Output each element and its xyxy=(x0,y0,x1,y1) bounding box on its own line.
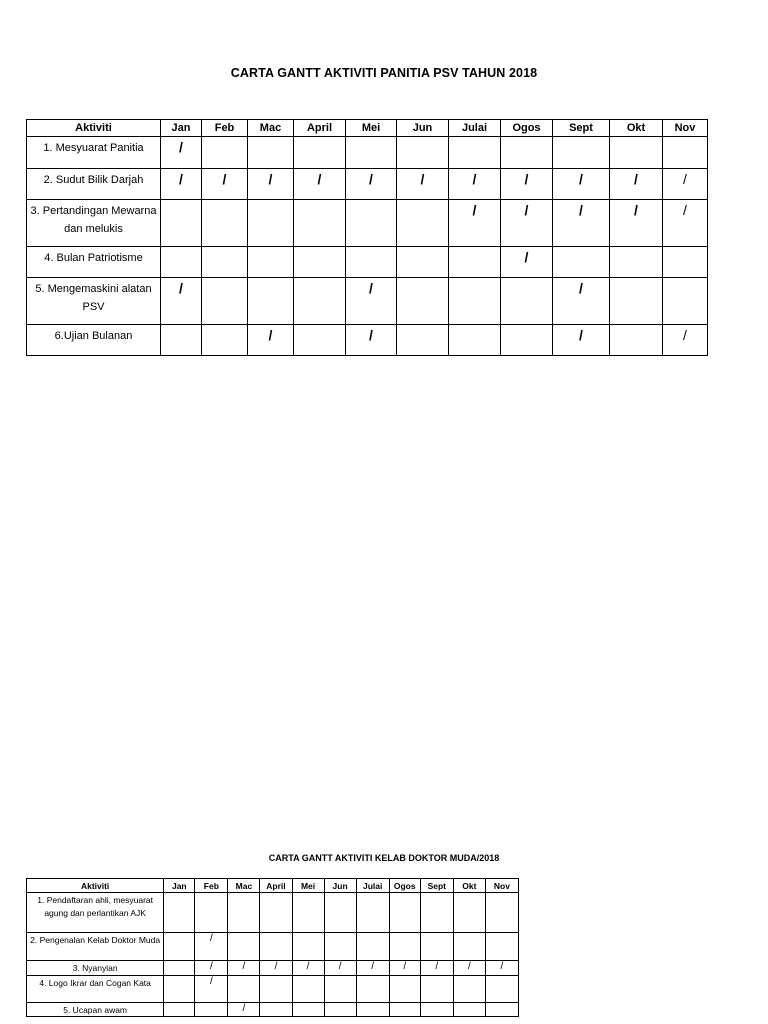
header-month: Mei xyxy=(346,120,397,137)
table-row xyxy=(27,961,519,976)
month-mark-cell xyxy=(389,893,420,933)
month-mark-cell xyxy=(501,137,553,169)
table-row xyxy=(27,137,708,169)
month-mark-cell: / xyxy=(195,961,228,976)
month-mark-cell xyxy=(346,200,397,247)
header-month: Okt xyxy=(453,879,485,893)
activity-cell: 4. Bulan Patriotisme xyxy=(27,247,161,278)
header-month: Feb xyxy=(195,879,228,893)
month-mark-cell: / xyxy=(228,1002,260,1017)
header-activity: Aktiviti xyxy=(27,879,164,893)
month-mark-cell: / xyxy=(346,169,397,200)
month-mark-cell: / xyxy=(161,137,202,169)
activity-cell: 1. Mesyuarat Panitia xyxy=(27,137,161,169)
header-month: Mei xyxy=(292,879,324,893)
month-mark-cell xyxy=(449,137,501,169)
month-mark-cell xyxy=(195,893,228,933)
header-month: April xyxy=(260,879,292,893)
month-mark-cell xyxy=(356,893,389,933)
month-mark-cell xyxy=(420,933,453,961)
header-month: Sept xyxy=(420,879,453,893)
activity-cell: 4. Logo Ikrar dan Cogan Kata xyxy=(27,975,164,1002)
month-mark-cell: / xyxy=(501,200,553,247)
header-month: Feb xyxy=(202,120,248,137)
month-mark-cell xyxy=(248,137,294,169)
month-mark-cell xyxy=(553,137,610,169)
month-mark-cell xyxy=(294,278,346,325)
table-row xyxy=(27,933,519,961)
month-mark-cell xyxy=(346,247,397,278)
header-month: Nov xyxy=(663,120,708,137)
month-mark-cell xyxy=(161,200,202,247)
month-mark-cell xyxy=(164,975,195,1002)
month-mark-cell xyxy=(161,247,202,278)
month-mark-cell: / xyxy=(501,169,553,200)
month-mark-cell: / xyxy=(663,169,708,200)
month-mark-cell: / xyxy=(202,169,248,200)
activity-cell: 2. Sudut Bilik Darjah xyxy=(27,169,161,200)
month-mark-cell xyxy=(324,1002,356,1017)
month-mark-cell xyxy=(164,961,195,976)
month-mark-cell: / xyxy=(248,325,294,356)
month-mark-cell xyxy=(202,200,248,247)
month-mark-cell xyxy=(485,1002,518,1017)
month-mark-cell xyxy=(294,247,346,278)
month-mark-cell: / xyxy=(248,169,294,200)
month-mark-cell xyxy=(228,933,260,961)
activity-cell: 2. Pengenalan Kelab Doktor Muda xyxy=(27,933,164,961)
month-mark-cell xyxy=(164,933,195,961)
month-mark-cell xyxy=(248,247,294,278)
month-mark-cell xyxy=(292,933,324,961)
month-mark-cell: / xyxy=(553,200,610,247)
month-mark-cell xyxy=(610,137,663,169)
header-month: Mac xyxy=(228,879,260,893)
month-mark-cell: / xyxy=(346,278,397,325)
month-mark-cell xyxy=(260,893,292,933)
month-mark-cell xyxy=(248,278,294,325)
month-mark-cell xyxy=(397,325,449,356)
header-month: Ogos xyxy=(389,879,420,893)
activity-cell: 5. Ucapan awam xyxy=(27,1002,164,1017)
month-mark-cell xyxy=(501,325,553,356)
table-row xyxy=(27,278,708,325)
header-month: April xyxy=(294,120,346,137)
month-mark-cell xyxy=(202,137,248,169)
month-mark-cell xyxy=(260,933,292,961)
month-mark-cell xyxy=(389,933,420,961)
month-mark-cell xyxy=(453,933,485,961)
table-row xyxy=(27,200,708,247)
month-mark-cell: / xyxy=(663,200,708,247)
header-month: Jun xyxy=(397,120,449,137)
month-mark-cell: / xyxy=(389,961,420,976)
month-mark-cell: / xyxy=(663,325,708,356)
month-mark-cell xyxy=(663,137,708,169)
gantt-table-psv xyxy=(26,119,708,356)
month-mark-cell xyxy=(228,893,260,933)
month-mark-cell xyxy=(356,933,389,961)
month-mark-cell: / xyxy=(228,961,260,976)
month-mark-cell xyxy=(195,1002,228,1017)
month-mark-cell xyxy=(420,893,453,933)
month-mark-cell xyxy=(453,975,485,1002)
month-mark-cell: / xyxy=(610,169,663,200)
month-mark-cell xyxy=(202,247,248,278)
month-mark-cell xyxy=(202,325,248,356)
month-mark-cell xyxy=(324,933,356,961)
month-mark-cell: / xyxy=(397,169,449,200)
header-month: Okt xyxy=(610,120,663,137)
month-mark-cell xyxy=(449,247,501,278)
month-mark-cell: / xyxy=(485,961,518,976)
month-mark-cell xyxy=(228,975,260,1002)
month-mark-cell: / xyxy=(553,169,610,200)
month-mark-cell xyxy=(397,278,449,325)
month-mark-cell xyxy=(610,247,663,278)
month-mark-cell: / xyxy=(260,961,292,976)
month-mark-cell xyxy=(324,975,356,1002)
month-mark-cell: / xyxy=(292,961,324,976)
header-month: Jun xyxy=(324,879,356,893)
month-mark-cell: / xyxy=(449,200,501,247)
month-mark-cell xyxy=(501,278,553,325)
activity-cell: 3. Nyanyian xyxy=(27,961,164,976)
month-mark-cell: / xyxy=(346,325,397,356)
month-mark-cell xyxy=(164,1002,195,1017)
header-month: Julai xyxy=(356,879,389,893)
table-row xyxy=(27,975,519,1002)
gantt-title-doktor-muda: CARTA GANTT AKTIVITI KELAB DOKTOR MUDA/2018 xyxy=(268,853,500,863)
gantt-title-psv: CARTA GANTT AKTIVITI PANITIA PSV TAHUN 2018 xyxy=(230,66,538,80)
month-mark-cell xyxy=(292,893,324,933)
activity-cell: 3. Pertandingan Mewarna dan melukis xyxy=(27,200,161,247)
month-mark-cell xyxy=(610,325,663,356)
month-mark-cell xyxy=(294,325,346,356)
table-row xyxy=(27,893,519,933)
month-mark-cell: / xyxy=(195,975,228,1002)
month-mark-cell xyxy=(248,200,294,247)
month-mark-cell xyxy=(420,975,453,1002)
table-row xyxy=(27,325,708,356)
header-month: Ogos xyxy=(501,120,553,137)
header-month: Jan xyxy=(161,120,202,137)
month-mark-cell: / xyxy=(610,200,663,247)
month-mark-cell: / xyxy=(449,169,501,200)
month-mark-cell: / xyxy=(553,278,610,325)
month-mark-cell xyxy=(485,893,518,933)
month-mark-cell xyxy=(449,325,501,356)
header-activity: Aktiviti xyxy=(27,120,161,137)
month-mark-cell: / xyxy=(453,961,485,976)
month-mark-cell xyxy=(356,975,389,1002)
month-mark-cell: / xyxy=(294,169,346,200)
table-row xyxy=(27,169,708,200)
month-mark-cell xyxy=(485,975,518,1002)
month-mark-cell xyxy=(346,137,397,169)
header-month: Jan xyxy=(164,879,195,893)
month-mark-cell xyxy=(610,278,663,325)
month-mark-cell xyxy=(389,975,420,1002)
month-mark-cell xyxy=(294,200,346,247)
month-mark-cell xyxy=(553,247,610,278)
month-mark-cell xyxy=(397,200,449,247)
activity-cell: 6.Ujian Bulanan xyxy=(27,325,161,356)
header-month: Julai xyxy=(449,120,501,137)
month-mark-cell xyxy=(294,137,346,169)
month-mark-cell: / xyxy=(195,933,228,961)
header-row xyxy=(27,879,519,893)
activity-cell: 5. Mengemaskini alatan PSV xyxy=(27,278,161,325)
activity-cell: 1. Pendaftaran ahli, mesyuarat agung dan perlantikan AJK xyxy=(27,893,164,933)
month-mark-cell xyxy=(397,137,449,169)
month-mark-cell: / xyxy=(553,325,610,356)
month-mark-cell xyxy=(260,1002,292,1017)
month-mark-cell: / xyxy=(161,169,202,200)
header-month: Mac xyxy=(248,120,294,137)
month-mark-cell xyxy=(663,278,708,325)
month-mark-cell xyxy=(389,1002,420,1017)
header-month: Sept xyxy=(553,120,610,137)
month-mark-cell: / xyxy=(161,278,202,325)
month-mark-cell xyxy=(324,893,356,933)
header-row xyxy=(27,120,708,137)
gantt-table-doktor-muda xyxy=(26,878,519,1017)
month-mark-cell xyxy=(453,1002,485,1017)
table-row xyxy=(27,247,708,278)
month-mark-cell: / xyxy=(356,961,389,976)
month-mark-cell xyxy=(260,975,292,1002)
month-mark-cell xyxy=(663,247,708,278)
month-mark-cell xyxy=(449,278,501,325)
month-mark-cell xyxy=(292,975,324,1002)
month-mark-cell: / xyxy=(420,961,453,976)
month-mark-cell xyxy=(485,933,518,961)
month-mark-cell xyxy=(397,247,449,278)
month-mark-cell: / xyxy=(324,961,356,976)
header-month: Nov xyxy=(485,879,518,893)
month-mark-cell xyxy=(292,1002,324,1017)
month-mark-cell xyxy=(356,1002,389,1017)
month-mark-cell xyxy=(453,893,485,933)
month-mark-cell: / xyxy=(501,247,553,278)
month-mark-cell xyxy=(164,893,195,933)
month-mark-cell xyxy=(161,325,202,356)
table-row xyxy=(27,1002,519,1017)
month-mark-cell xyxy=(420,1002,453,1017)
month-mark-cell xyxy=(202,278,248,325)
